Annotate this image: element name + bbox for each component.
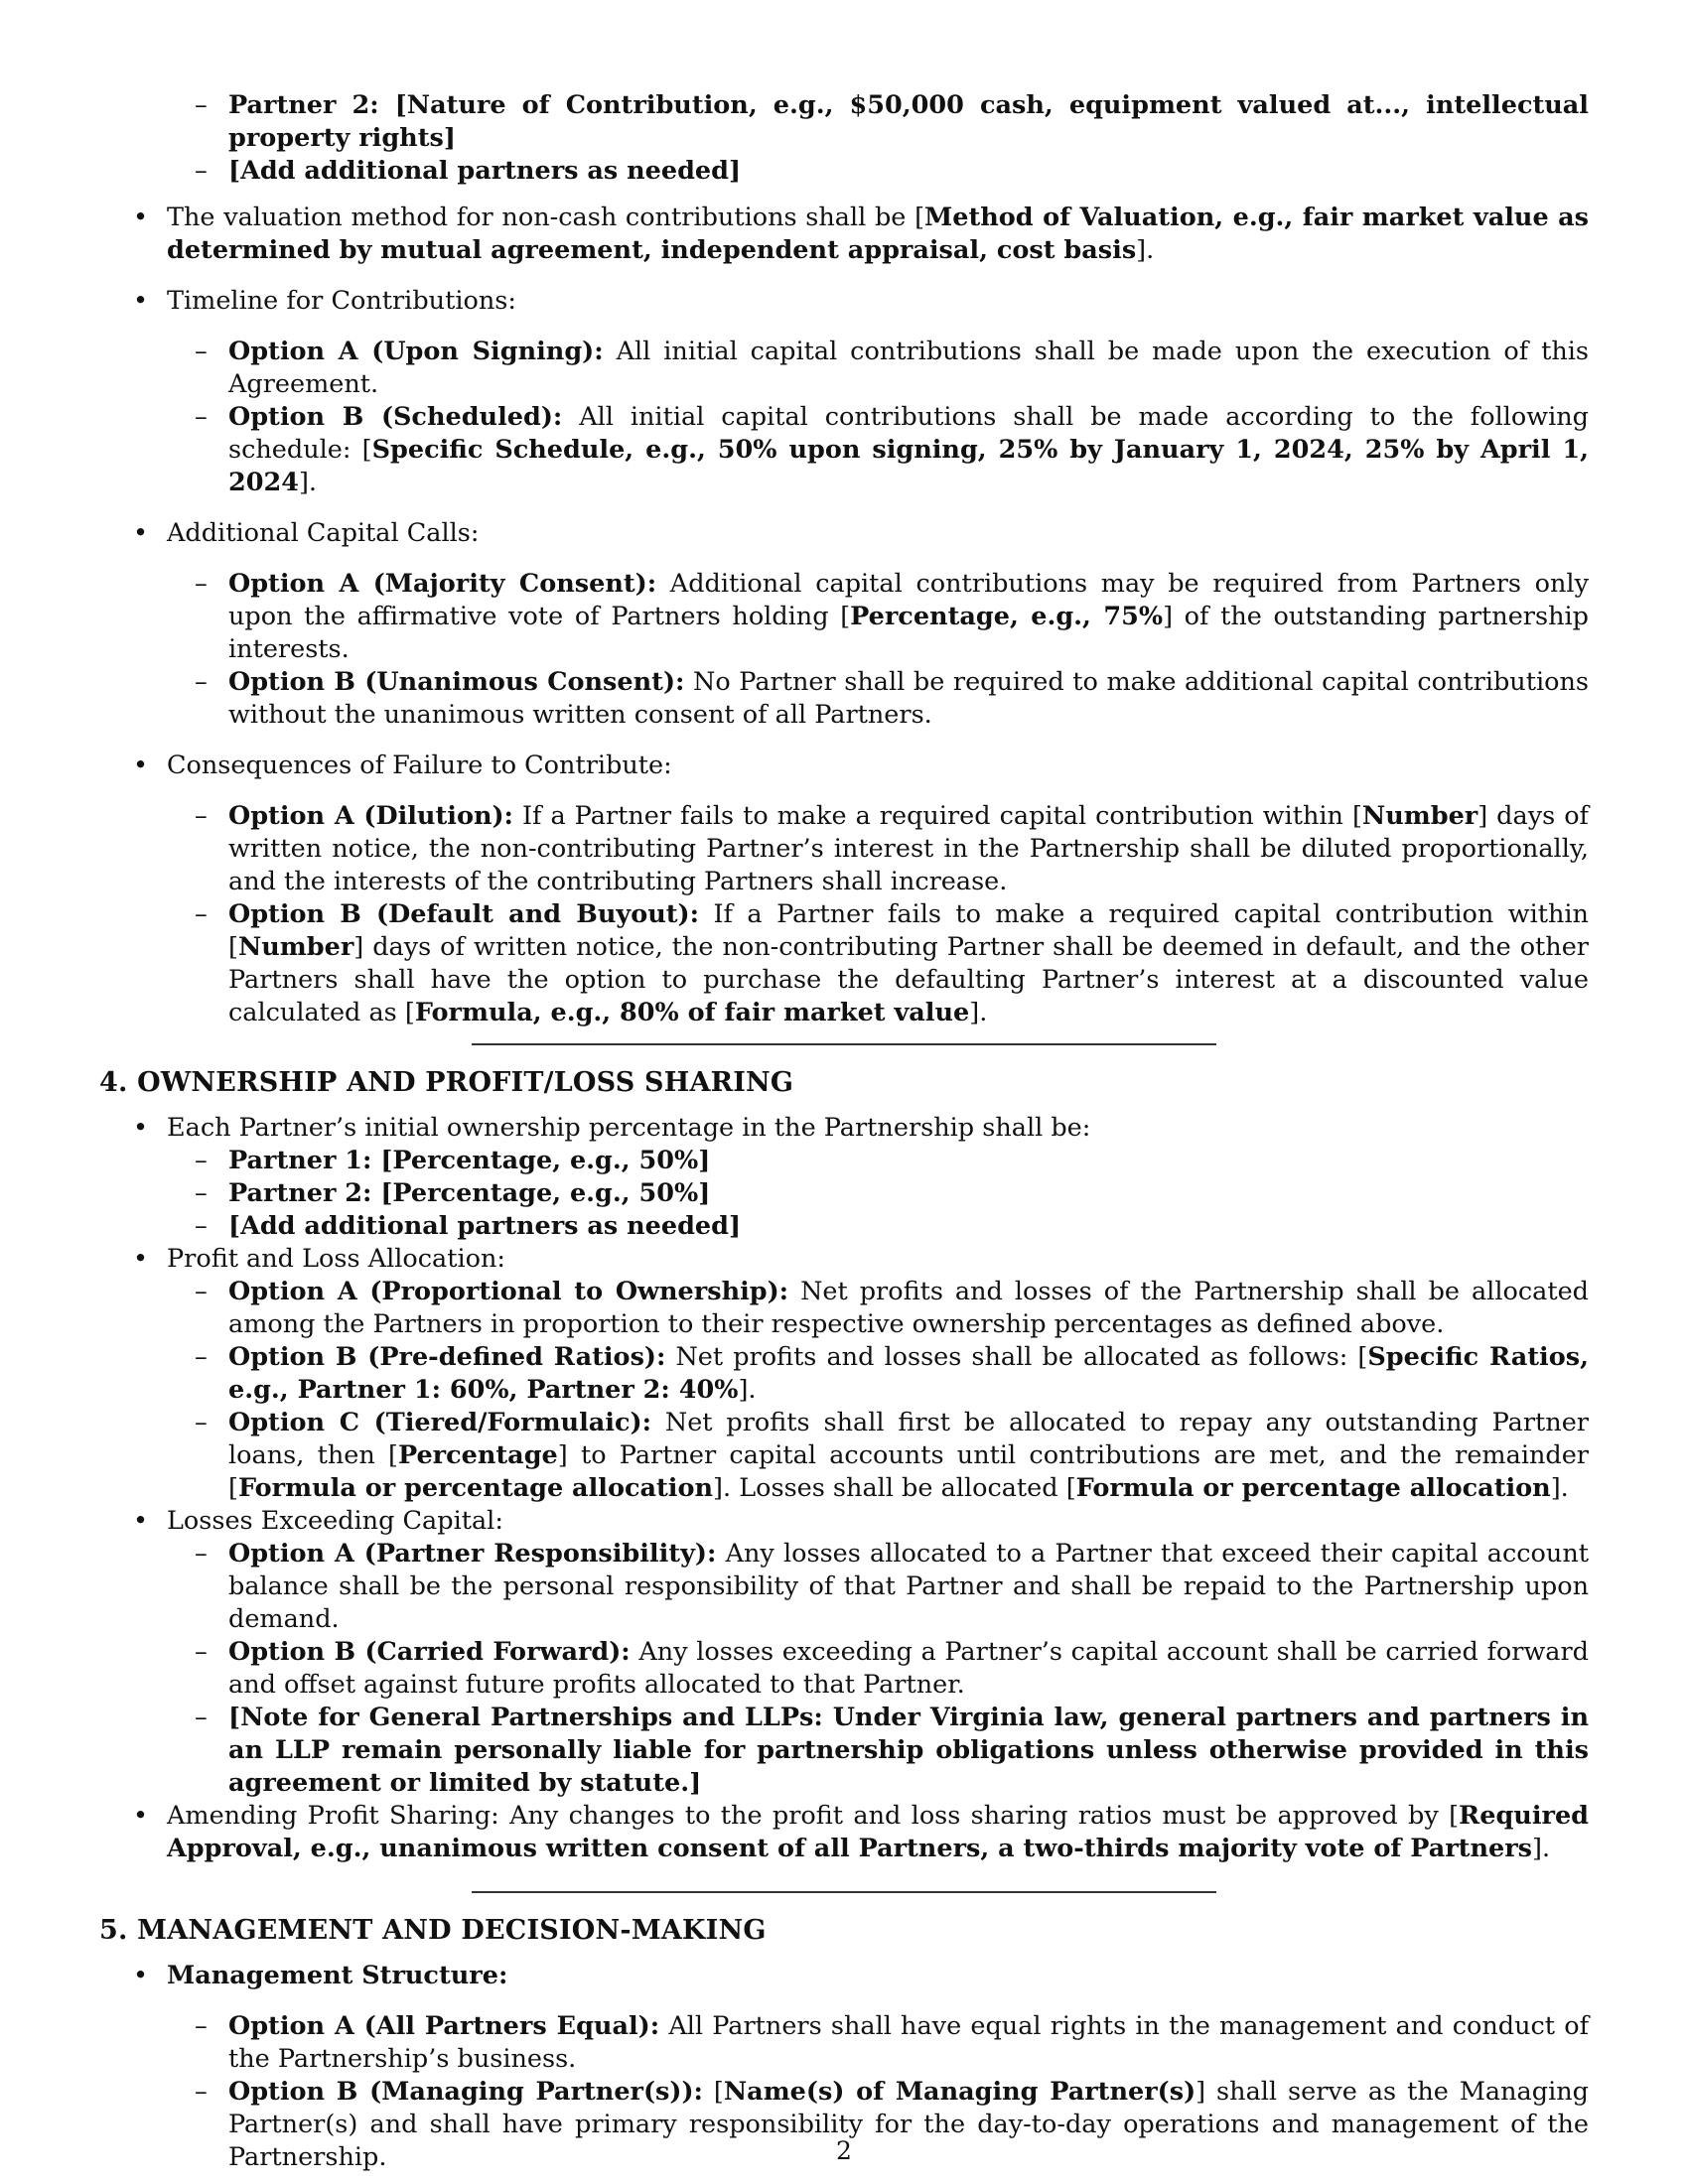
section-4-list (99, 1112, 1589, 1865)
list-item: – Option A (All Partners Equal): All Partners shall have equal rights in the management and conduct of the Partnership’s business. (99, 2010, 1589, 2076)
section-divider (472, 1043, 1216, 1045)
section-heading-4: 4. OWNERSHIP AND PROFIT/LOSS SHARING (99, 1067, 794, 1098)
list-item: – Option B (Default and Buyout): If a Partner fails to make a required capital contribution within [Number] days of written notice, the non-contributing Partner shall be deemed in default, and the other Partners shall have the option to purchase the defaulting Partner’s interest at a discounted value calculated as [Formula, e.g., 80% of fair market value]. (99, 898, 1589, 1029)
list-item: – Option B (Pre-defined Ratios): Net profits and losses shall be allocated as follows: [Specific Ratios, e.g., Partner 1: 60%, Partner 2: 40%]. (99, 1341, 1589, 1407)
list-item: – Partner 1: [Percentage, e.g., 50%] (99, 1145, 1589, 1177)
list-item-capital-calls: • Additional Capital Calls: – Option A (Majority Consent): Additional capital contributions may be required from Partners only upon the affirmative vote of Partners holding [Percentage, e.g., 75%] of the outstanding partnership interests. – Option B (Unanimous Consent): No Partner shall be required to make additional capital contributions without the unanimous written consent of all Partners. (99, 517, 1589, 732)
list-item: – Option B (Unanimous Consent): No Partner shall be required to make additional capital contributions without the unanimous written consent of all Partners. (99, 666, 1589, 732)
list-item: – Option C (Tiered/Formulaic): Net profits shall first be allocated to repay any outstanding Partner loans, then [Percentage] to Partner capital accounts until contributions are met, and the remainder [Formula or percentage allocation]. Losses shall be allocated [Formula or percentage allocation]. (99, 1407, 1589, 1505)
contribution-list-continued (167, 89, 1589, 188)
list-item-note: – [Note for General Partnerships and LLPs: Under Virginia law, general partners and partners in an LLP remain personally liable for partnership obligations unless otherwise provided in this agreement or limited by statute.] (99, 1702, 1589, 1800)
document-page (99, 89, 1589, 2174)
capital-terms-list (99, 202, 1589, 1029)
list-item-failure: • Consequences of Failure to Contribute: – Option A (Dilution): If a Partner fails to make a required capital contribution within [Number] days of written notice, the non-contributing Partner’s interest in the Partnership shall be diluted proportionally, and the interests of the contributing Partners shall increase. – Option B (Default and Buyout): If a Partner fails to make a required capital contribution within [Number] days of written notice, the non-contributing Partner shall be deemed in default, and the other Partners shall have the option to purchase the defaulting Partner’s interest at a discounted value calculated as [Formula, e.g., 80% of fair market value]. (99, 750, 1589, 1029)
list-item: – Option B (Scheduled): All initial capital contributions shall be made according to the following schedule: [Specific Schedule, e.g., 50% upon signing, 25% by January 1, 2024, 25% by April 1, 2024]. (99, 401, 1589, 499)
list-item: – [Add additional partners as needed] (99, 1210, 1589, 1243)
list-item-ownership: • Each Partner’s initial ownership percentage in the Partnership shall be: – Partner 1: [Percentage, e.g., 50%] – Partner 2: [Percentage, e.g., 50%] – [Add additional partners as needed] (99, 1112, 1589, 1243)
list-item: – Option B (Carried Forward): Any losses exceeding a Partner’s capital account shall be carried forward and offset against future profits allocated to that Partner. (99, 1636, 1589, 1702)
list-item: – Option B (Managing Partner(s)): [Name(s) of Managing Partner(s)] shall serve as the Managing Partner(s) and shall have primary responsibility for the day-to-day operations and management of the Partnership. (99, 2076, 1589, 2174)
list-item: – Partner 2: [Nature of Contribution, e.g., $50,000 cash, equipment valued at..., intellectual property rights] (99, 89, 1589, 155)
list-item-profit-loss: • Profit and Loss Allocation: – Option A (Proportional to Ownership): Net profits and losses of the Partnership shall be allocated among the Partners in proportion to their respective ownership percentages as defined above. – Option B (Pre-defined Ratios): Net profits and losses shall be allocated as follows: [Specific Ratios, e.g., Partner 1: 60%, Partner 2: 40%]. – Option C (Tiered/Formulaic): Net profits shall first be allocated to repay any outstanding Partner loans, then [Percentage] to Partner capital accounts until contributions are met, and the remainder [Formula or percentage allocation]. Losses shall be allocated [Formula or percentage allocation]. (99, 1243, 1589, 1505)
list-item: – Partner 2: [Percentage, e.g., 50%] (99, 1177, 1589, 1210)
list-item-management-structure: • Management Structure: – Option A (All Partners Equal): All Partners shall have equal rights in the management and conduct of the Partnership’s business. – Option B (Managing Partner(s)): [Name(s) of Managing Partner(s)] shall serve as the Managing Partner(s) and shall have primary responsibility for the day-to-day operations and management of the Partnership. (99, 1960, 1589, 2174)
list-item: – Option A (Upon Signing): All initial capital contributions shall be made upon the execution of this Agreement. (99, 336, 1589, 401)
list-item: – Option A (Dilution): If a Partner fails to make a required capital contribution within [Number] days of written notice, the non-contributing Partner’s interest in the Partnership shall be diluted proportionally, and the interests of the contributing Partners shall increase. (99, 800, 1589, 898)
list-item-amending: • Amending Profit Sharing: Any changes to the profit and loss sharing ratios must be approved by [Required Approval, e.g., unanimous written consent of all Partners, a two-thirds majority vote of Partners]. (99, 1800, 1589, 1865)
list-item-valuation: • The valuation method for non-cash contributions shall be [Method of Valuation, e.g., fair market value as determined by mutual agreement, independent appraisal, cost basis]. (99, 202, 1589, 267)
list-item-losses-exceeding: • Losses Exceeding Capital: – Option A (Partner Responsibility): Any losses allocated to a Partner that exceed their capital account balance shall be the personal responsibility of that Partner and shall be repaid to the Partnership upon demand. – Option B (Carried Forward): Any losses exceeding a Partner’s capital account shall be carried forward and offset against future profits allocated to that Partner. – [Note for General Partnerships and LLPs: Under Virginia law, general partners and partners in an LLP remain personally liable for partnership obligations unless otherwise provided in this agreement or limited by statute.] (99, 1505, 1589, 1800)
list-item: – Option A (Proportional to Ownership): Net profits and losses of the Partnership shall be allocated among the Partners in proportion to their respective ownership percentages as defined above. (99, 1276, 1589, 1341)
section-heading-5: 5. MANAGEMENT AND DECISION-MAKING (99, 1915, 767, 1946)
section-divider (472, 1891, 1216, 1893)
list-item-timeline: • Timeline for Contributions: – Option A (Upon Signing): All initial capital contributions shall be made upon the execution of this Agreement. – Option B (Scheduled): All initial capital contributions shall be made according to the following schedule: [Specific Schedule, e.g., 50% upon signing, 25% by January 1, 2024, 25% by April 1, 2024]. (99, 285, 1589, 499)
page-number: 2 (836, 2136, 852, 2165)
list-item: – Option A (Partner Responsibility): Any losses allocated to a Partner that exceed their capital account balance shall be the personal responsibility of that Partner and shall be repaid to the Partnership upon demand. (99, 1538, 1589, 1636)
list-item: – [Add additional partners as needed] (99, 155, 1589, 188)
list-item: – Option A (Majority Consent): Additional capital contributions may be required from Partners only upon the affirmative vote of Partners holding [Percentage, e.g., 75%] of the outstanding partnership interests. (99, 568, 1589, 666)
